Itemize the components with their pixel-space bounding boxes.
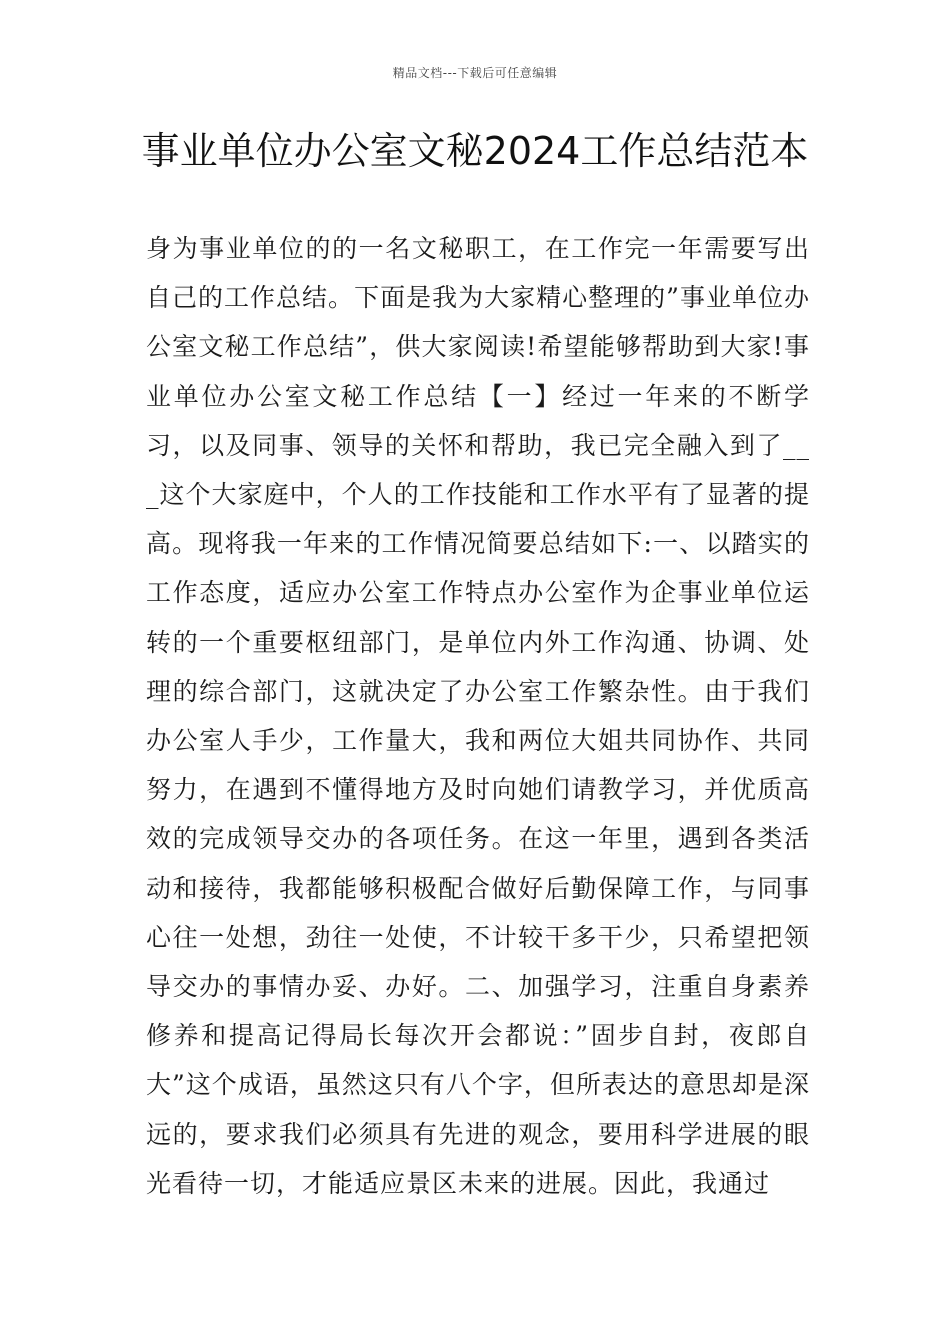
header-note: 精品文档---下载后可任意编辑 [392, 66, 558, 80]
document-body: 身为事业单位的的一名文秘职工，在工作完一年需要写出自己的工作总结。下面是我为大家精心整理的”事业单位办公室文秘工作总结”，供大家阅读!希望能够帮助到大家!事业单位办公室文秘工作总结【一】经过一年来的不断学习，以及同事、领导的关怀和帮助，我已完全融入到了___这个大家庭中，个人的工作技能和工作水平有了显著的提高。现将我一年来的工作情况简要总结如下:一、以踏实的工作态度，适应办公室工作特点办公室作为企事业单位运转的一个重要枢纽部门，是单位内外工作沟通、协调、处理的综合部门，这就决定了办公室工作繁杂性。由于我们办公室人手少，工作量大，我和两位大姐共同协作、共同努力，在遇到不懂得地方及时向她们请教学习，并优质高效的完成领导交办的各项任务。在这一年里，遇到各类活动和接待，我都能够积极配合做好后勤保障工作，与同事心往一处想，劲往一处使，不计较干多干少，只希望把领导交办的事情办妥、办好。二、加强学习，注重自身素养修养和提高记得局长每次开会都说：”固步自封，夜郎自大”这个成语，虽然这只有八个字，但所表达的意思却是深远的，要求我们必须具有先进的观念，要用科学进展的眼光看待一切，才能适应景区未来的进展。因此，我通过 [146, 234, 810, 1198]
document-title: 事业单位办公室文秘2024工作总结范本 [141, 129, 809, 173]
